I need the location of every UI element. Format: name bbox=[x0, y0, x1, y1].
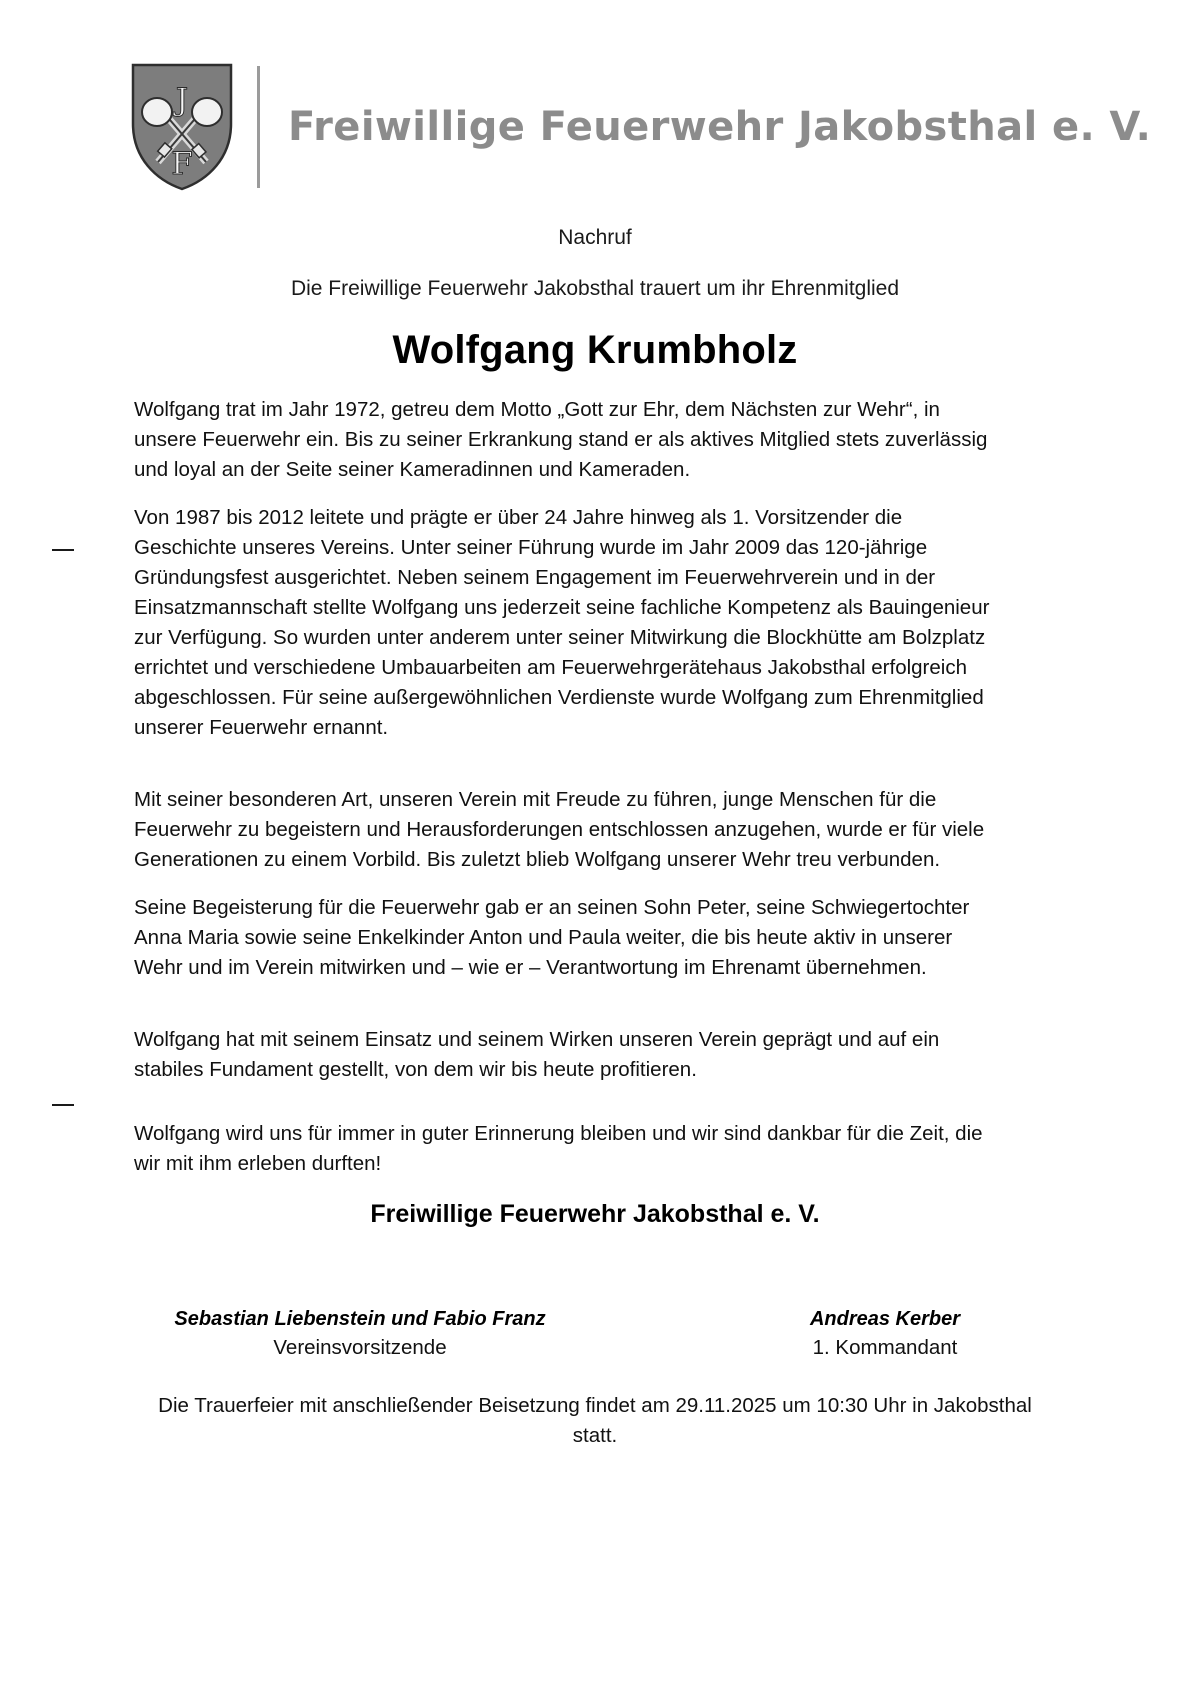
signatory-role: Vereinsvorsitzende bbox=[273, 1336, 447, 1359]
signatory-name: Sebastian Liebenstein und Fabio Franz bbox=[174, 1308, 546, 1330]
body-paragraph: Wolfgang wird uns für immer in guter Erinnerung bleiben und wir sind dankbar für die Zeit, die wir mit ihm erleben durften! bbox=[134, 1122, 983, 1175]
crest-letter-bottom: F bbox=[171, 146, 193, 182]
organisation-title: Freiwillige Feuerwehr Jakobsthal e. V. bbox=[288, 104, 1152, 150]
body-paragraph: Seine Begeisterung für die Feuerwehr gab er an seinen Sohn Peter, seine Schwiegertochter Anna Maria sowie seine Enkelkinder Anton und Paula weiter, die bis heute aktiv in unserer Wehr und im Verein mitwirken und – wie er – Verantwortung im Ehrenamt übernehmen. bbox=[134, 896, 970, 979]
document-lede: Die Freiwillige Feuerwehr Jakobsthal trauert um ihr Ehrenmitglied bbox=[290, 277, 900, 300]
document-body bbox=[134, 395, 1002, 1197]
closing-organisation: Freiwillige Feuerwehr Jakobsthal e. V. bbox=[370, 1200, 820, 1228]
deceased-name-heading: Wolfgang Krumbholz bbox=[392, 328, 798, 372]
signatory-role: 1. Kommandant bbox=[812, 1336, 958, 1359]
funeral-service-note: Die Trauerfeier mit anschließender Beisetzung findet am 29.11.2025 um 10:30 Uhr in Jakobsthal statt. bbox=[158, 1394, 1032, 1447]
header-divider bbox=[257, 66, 260, 188]
body-paragraph: Wolfgang trat im Jahr 1972, getreu dem Motto „Gott zur Ehr, dem Nächsten zur Wehr“, in unsere Feuerwehr ein. Bis zu seiner Erkrankung stand er als aktives Mitglied stets zuverlässig und loyal an der Seite seiner Kameradinnen und Kameraden. bbox=[134, 398, 988, 481]
body-paragraph: Mit seiner besonderen Art, unseren Verein mit Freude zu führen, junge Menschen für die Feuerwehr zu begeistern und Herausforderungen entschlossen anzugehen, wurde er für viele Generationen zu einem Vorbild. Bis zuletzt blieb Wolfgang unserer Wehr treu verbunden. bbox=[134, 788, 985, 871]
margin-dash-lower bbox=[52, 1104, 74, 1106]
fire-brigade-coat-of-arms-icon bbox=[130, 62, 234, 192]
body-paragraph: Von 1987 bis 2012 leitete und prägte er über 24 Jahre hinweg als 1. Vorsitzender die Geschichte unseres Vereins. Unter seiner Führung wurde im Jahr 2009 das 120-jährige Gründungsfest ausgerichtet. Neben seinem Engagement im Feuerwehrverein und in der Einsatzmannschaft stellte Wolfgang uns jederzeit seine fachliche Kompetenz als Bauingenieur zur Verfügung. So wurden unter anderem unter seiner Mitwirkung die Blockhütte am Bolzplatz errichtet und verschiedene Umbauarbeiten am Feuerwehrgerätehaus Jakobsthal erfolgreich abgeschlossen. Für seine außergewöhnlichen Verdienste wurde Wolfgang zum Ehrenmitglied unserer Feuerwehr ernannt. bbox=[134, 506, 990, 739]
document-header bbox=[0, 62, 1190, 192]
document-kicker: Nachruf bbox=[558, 226, 632, 249]
signatory-column bbox=[140, 1305, 580, 1363]
signatory-name: Andreas Kerber bbox=[809, 1308, 961, 1330]
crest-letter-top: J bbox=[175, 82, 189, 118]
body-paragraph: Wolfgang hat mit seinem Einsatz und seinem Wirken unseren Verein geprägt und auf ein stabiles Fundament gestellt, von dem wir bis heute profitieren. bbox=[134, 1028, 940, 1081]
signatory-column bbox=[720, 1305, 1050, 1363]
signatory-block bbox=[140, 1305, 1050, 1363]
margin-dash-upper bbox=[52, 549, 74, 551]
